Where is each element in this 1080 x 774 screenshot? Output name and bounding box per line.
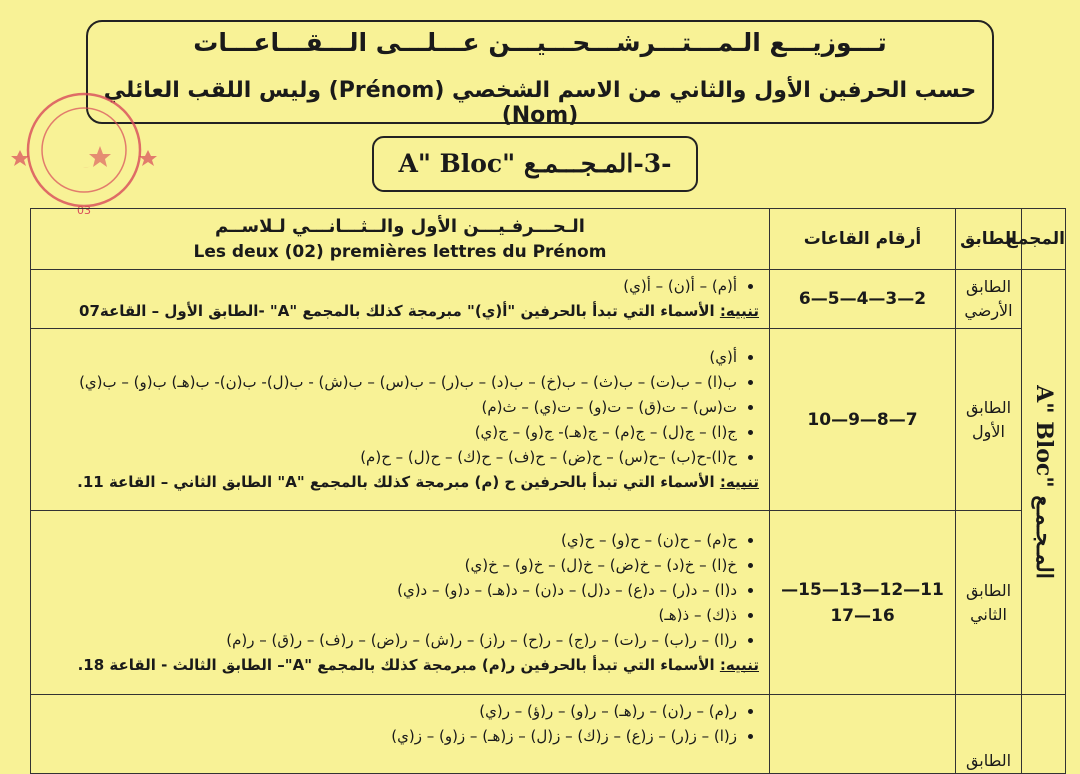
floor-cell: الطابق الأرضي <box>956 270 1022 329</box>
letters-cell <box>31 329 770 511</box>
note-label: تنبيه: <box>719 472 759 491</box>
col-header-bloc: المجمع <box>1022 209 1066 270</box>
document-title: تـــوزيـــع الـمـــتـــرشـــحـــيـــن عـــلـــى الـــقـــاعـــات <box>193 28 887 57</box>
table-row <box>31 270 1066 329</box>
list-item: • ر(م) – ر(ن) – ر(هـ) – ر(و) – ر(ؤ) – ر(ي) <box>37 699 737 724</box>
document-subtitle: حسب الحرفين الأول والثاني من الاسم الشخصي (Prénom) وليس اللقب العائلي (Nom) <box>103 78 977 128</box>
note-text: الأسماء التي تبدأ بالحرفين ر(م) مبرمجة كذلك بالمجمع "A"– الطابق الثالث - القاعة 18. <box>77 655 720 674</box>
list-item: • ب(ا) – ب(ت) – ب(ث) – ب(خ) – ب(د) – ب(ر) – ب(س) – ب(ش) - ب(ل)- ب(ن)- ب(هـ) ب(و) – ب(ي) <box>37 370 737 395</box>
floor-cell: الطابق <box>956 695 1022 774</box>
table-row <box>31 695 1066 774</box>
list-item: • ذ(ك) – ذ(هـ) <box>37 603 737 628</box>
floor-cell: الطابق الثاني <box>956 511 1022 695</box>
note-label: تنبيه: <box>719 655 759 674</box>
col-header-floor: الطابق <box>956 209 1022 270</box>
table-row <box>31 329 1066 511</box>
title-box <box>86 20 994 128</box>
col-header-rooms: أرقام القاعات <box>770 209 956 270</box>
letters-cell <box>31 695 770 774</box>
bloc-label: -3-المـجـــمـع "A" Bloc <box>398 149 672 178</box>
note <box>37 470 759 495</box>
rooms-cell: 10—9—8—7 <box>770 329 956 511</box>
list-item: • ح(م) – ح(ن) – ح(و) – ح(ي) <box>37 528 737 553</box>
list-item: • ح(ا)-ح(ب) –ح(س) – ح(ض) – ح(ف) – ح(ك) – ح(ل) – ح(م) <box>37 445 737 470</box>
letters-cell <box>31 270 770 329</box>
rooms-cell <box>770 695 956 774</box>
table-header-row <box>31 209 1066 270</box>
col-header-letters <box>31 209 770 270</box>
table-row <box>31 511 1066 695</box>
bloc-cell-empty <box>1022 695 1066 774</box>
bloc-cell <box>1022 270 1066 695</box>
note <box>37 653 759 678</box>
list-item: • ز(ا) – ز(ر) – ز(ع) – ز(ك) – ز(ل) – ز(هـ) – ز(و) – ز(ي) <box>37 724 737 749</box>
bloc-label-box <box>372 136 698 192</box>
letters-cell <box>31 511 770 695</box>
official-stamp <box>8 90 160 218</box>
col-header-letters-ar: الـحـــرفـيـــن الأول والــثـــانـــي لـلاســم <box>215 216 585 237</box>
rooms-cell: 6—5—4—3—2 <box>770 270 956 329</box>
rooms-cell: —15—13—12—11 17—16 <box>770 511 956 695</box>
distribution-table <box>30 208 1066 774</box>
list-item: • أ(ي) <box>37 345 737 370</box>
note <box>37 299 759 324</box>
note-text: الأسماء التي تبدأ بالحرفين ح (م) مبرمجة كذلك بالمجمع "A" الطابق الثاني – القاعة 11. <box>77 472 720 491</box>
note-text: الأسماء التي تبدأ بالحرفين "أ(ي)" مبرمجة كذلك بالمجمع "A" -الطابق الأول – القاعة07 <box>79 302 720 320</box>
bloc-vertical-label: المـجـمـع "A" Bloc <box>1030 385 1057 579</box>
list-item: • ج(ا) – ج(ل) – ج(م) – ج(هـ)- ج(و) – ج(ي) <box>37 420 737 445</box>
list-item: • ر(ا) – ر(ب) – ر(ت) – ر(ج) – ر(ح) – ر(ز) – ر(ش) – ر(ض) – ر(ف) – ر(ق) – ر(م) <box>37 628 737 653</box>
list-item: • د(ا) – د(ر) – د(ع) – د(ل) – د(ن) – د(هـ) – د(و) – د(ي) <box>37 578 737 603</box>
list-item: • خ(ا) – خ(د) – خ(ض) – خ(ل) – خ(و) – خ(ي) <box>37 553 737 578</box>
stamp-number: 03 <box>77 204 91 217</box>
floor-cell: الطابق الأول <box>956 329 1022 511</box>
note-label: تنبيه: <box>719 302 759 320</box>
list-item: • ت(س) – ت(ق) – ت(و) – ت(ي) – ث(م) <box>37 395 737 420</box>
col-header-letters-fr: Les deux (02) premières lettres du Prénom <box>193 242 607 262</box>
list-item: • أ(م) – أ(ن) – أ(ي) <box>37 274 737 299</box>
